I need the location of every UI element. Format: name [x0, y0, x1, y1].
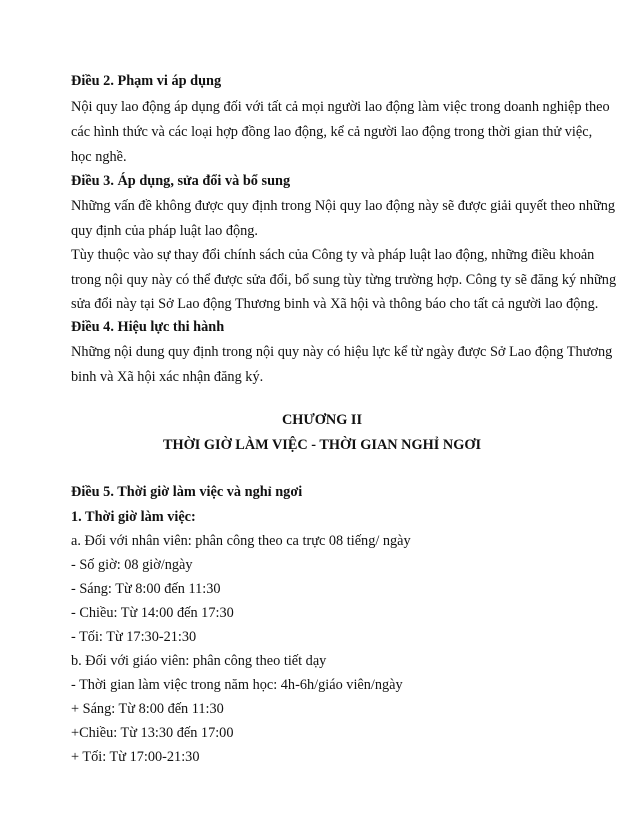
article-5-line-9: +Chiều: Từ 13:30 đến 17:00 — [71, 725, 234, 741]
article-3-heading: Điều 3. Áp dụng, sửa đổi và bổ sung — [71, 173, 291, 189]
article-2-line-1: Nội quy lao động áp dụng đối với tất cả mọi người lao động làm việc trong doanh nghiệp theo — [71, 99, 610, 115]
article-2-line-3: học nghề. — [71, 149, 127, 165]
article-3-line-2: quy định của pháp luật lao động. — [71, 223, 259, 239]
article-4-line-2: binh và Xã hội xác nhận đăng ký. — [71, 369, 264, 385]
article-5-line-7: - Thời gian làm việc trong năm học: 4h-6h/giáo viên/ngày — [71, 677, 403, 693]
article-3-line-1: Những vấn đề không được quy định trong Nội quy lao động này sẽ được giải quyết theo những — [71, 198, 616, 214]
article-2-line-2: các hình thức và các loại hợp đồng lao động, kể cả người lao động trong thời gian thử việc, — [71, 124, 593, 140]
article-5-line-3: - Sáng: Từ 8:00 đến 11:30 — [71, 581, 221, 597]
article-4-heading: Điều 4. Hiệu lực thi hành — [71, 319, 225, 335]
article-4-line-1: Những nội dung quy định trong nội quy này có hiệu lực kể từ ngày được Sở Lao động Thương — [71, 344, 613, 360]
article-5-line-8: + Sáng: Từ 8:00 đến 11:30 — [71, 701, 224, 717]
article-5-line-2: - Số giờ: 08 giờ/ngày — [71, 557, 193, 573]
article-3-line-4: trong nội quy này có thể được sửa đổi, bổ sung tùy từng trường hợp. Công ty sẽ đăng ký những — [71, 272, 617, 288]
article-5-line-1: a. Đối với nhân viên: phân công theo ca trực 08 tiếng/ ngày — [71, 533, 411, 549]
chapter-title: THỜI GIỜ LÀM VIỆC - THỜI GIAN NGHỈ NGƠI — [162, 437, 482, 453]
article-5-line-5: - Tối: Từ 17:30-21:30 — [71, 629, 197, 645]
article-5-line-10: + Tối: Từ 17:00-21:30 — [71, 749, 200, 765]
article-2-heading: Điều 2. Phạm vi áp dụng — [71, 73, 222, 89]
article-5-line-6: b. Đối với giáo viên: phân công theo tiết dạy — [71, 653, 327, 669]
article-5-subheading: 1. Thời giờ làm việc: — [71, 509, 196, 525]
article-3-line-5: sửa đổi này tại Sở Lao động Thương binh và Xã hội và thông báo cho tất cả người lao động. — [71, 296, 599, 312]
article-5-line-4: - Chiều: Từ 14:00 đến 17:30 — [71, 605, 234, 621]
chapter-number: CHƯƠNG II — [281, 412, 363, 428]
article-3-line-3: Tùy thuộc vào sự thay đổi chính sách của Công ty và pháp luật lao động, những điều khoản — [71, 247, 595, 263]
article-5-heading: Điều 5. Thời giờ làm việc và nghỉ ngơi — [71, 484, 303, 500]
